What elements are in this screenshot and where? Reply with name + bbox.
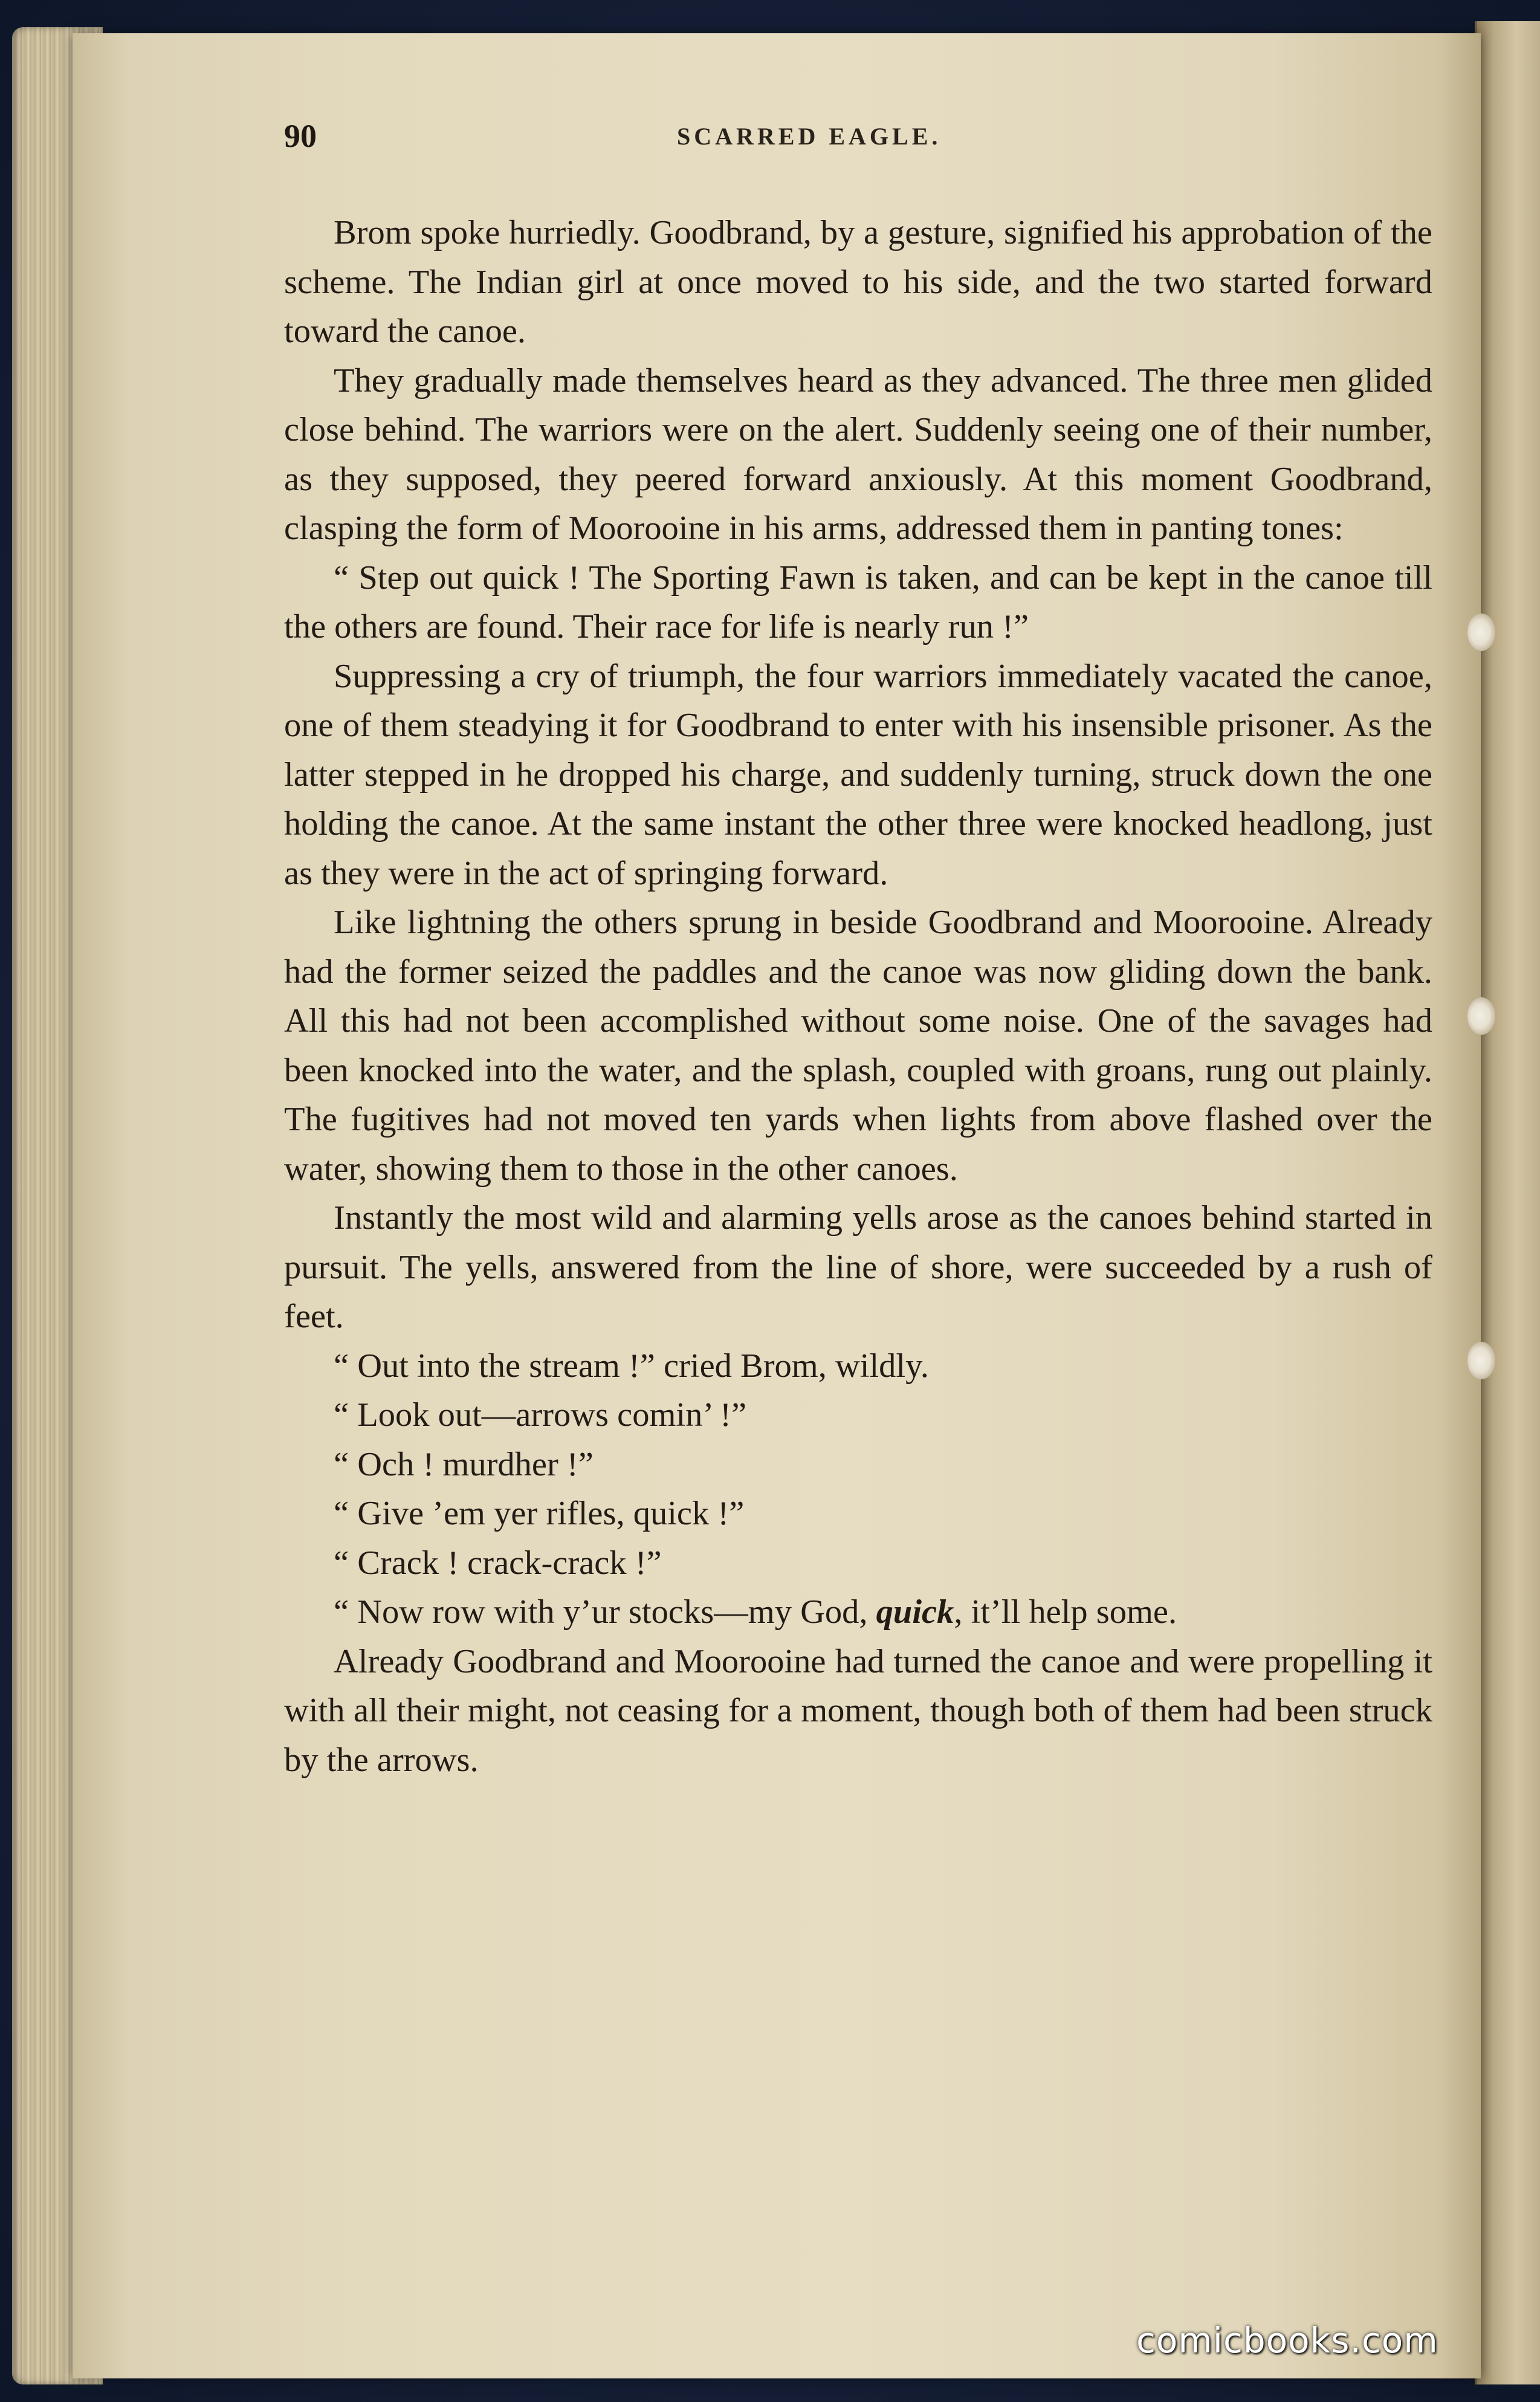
binding-hole-3: [1467, 1342, 1495, 1379]
paragraph: Brom spoke hurriedly. Goodbrand, by a gesture, signified his approbation of the scheme. The Indian girl at once moved to his side, and the two started forward toward the canoe.: [284, 214, 1432, 350]
paragraph: “ Och ! murdher !”: [334, 1445, 594, 1483]
body-text: [284, 209, 1432, 1785]
page-number: 90: [284, 118, 317, 154]
emphasis: quick: [876, 1593, 954, 1631]
paragraph: “ Look out—arrows comin’ !”: [334, 1396, 747, 1434]
paragraph: Like lightning the others sprung in beside Goodbrand and Moorooine. Already had the former seized the paddles and the canoe was now gliding down the bank. All this had not been accomplished without some noise. One of the savages had been knocked into the water, and the splash, coupled with groans, rung out plainly. The fugitives had not moved ten yards when lights from above flashed over the water, showing them to those in the other canoes.: [284, 904, 1432, 1188]
running-head: SCARRED EAGLE.: [677, 123, 942, 150]
binding-hole-2: [1467, 997, 1495, 1035]
text-run: , it’ll help some.: [954, 1593, 1177, 1631]
paragraph: “ Give ’em yer rifles, quick !”: [334, 1495, 745, 1532]
paragraph: Already Goodbrand and Moorooine had turned the canoe and were propelling it with all their might, not ceasing for a moment, though both of them had been struck by the arrows.: [284, 1642, 1432, 1779]
paragraph: “ Out into the stream !” cried Brom, wildly.: [334, 1347, 929, 1385]
paragraph: Suppressing a cry of triumph, the four warriors immediately vacated the canoe, one of them steadying it for Goodbrand to enter with his insensible prisoner. As the latter stepped in he dropped his charge, and suddenly turning, struck down the one holding the canoe. At the same instant the other three were knocked headlong, just as they were in the act of springing forward.: [284, 657, 1432, 892]
next-page-edge: [1475, 21, 1540, 2384]
watermark: comicbooks.com: [1136, 2320, 1438, 2361]
paragraph: [284, 1588, 1432, 1637]
paragraph: “ Step out quick ! The Sporting Fawn is taken, and can be kept in the canoe till the others are found. Their race for life is nearly run !”: [284, 558, 1432, 646]
text-run: “ Now row with y’ur stocks—my God,: [334, 1593, 876, 1631]
paragraph: They gradually made themselves heard as they advanced. The three men glided close behind. The warriors were on the alert. Suddenly seeing one of their number, as they supposed, they peered forward anxiously. At this moment Goodbrand, clasping the form of Moorooine in his arms, addressed them in panting tones:: [284, 361, 1432, 547]
binding-hole-1: [1467, 613, 1495, 651]
paragraph: Instantly the most wild and alarming yells arose as the canoes behind started in pursuit. The yells, answered from the line of shore, were succeeded by a rush of feet.: [284, 1199, 1432, 1335]
paragraph: “ Crack ! crack-crack !”: [334, 1544, 662, 1582]
page-header: [284, 117, 1493, 166]
